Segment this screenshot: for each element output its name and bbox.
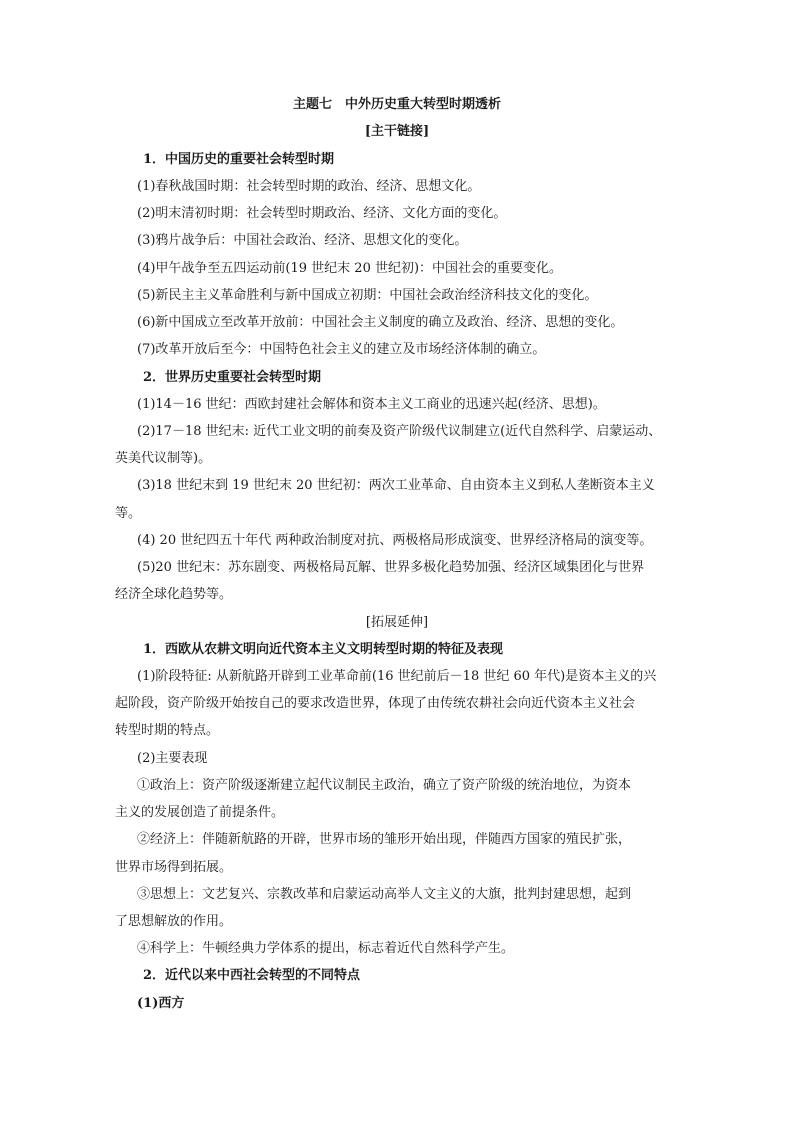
heading-world-transition: 2．世界历史重要社会转型时期 xyxy=(143,370,322,385)
paragraph: (5)新民主主义革命胜利与新中国成立初期：中国社会政治经济科技文化的变化。 xyxy=(137,288,598,303)
paragraph: (1)14－16 世纪：西欧封建社会解体和资本主义工商业的迅速兴起(经济、思想)。 xyxy=(137,397,606,412)
paragraph: 了思想解放的作用。 xyxy=(115,914,233,929)
paragraph: (5)20 世纪末：苏东剧变、两极格局瓦解、世界多极化趋势加强、经济区域集团化与世界 xyxy=(137,560,645,575)
paragraph: (1)阶段特征: 从新航路开辟到工业革命前(16 世纪前后－18 世纪 60 年代)是资本主义的兴 xyxy=(137,669,657,684)
paragraph: ④科学上：牛顿经典力学体系的提出，标志着近代自然科学产生。 xyxy=(137,941,515,956)
heading-western-europe: 1．西欧从农耕文明向近代资本主义文明转型时期的特征及表现 xyxy=(143,642,504,657)
paragraph: (4)甲午战争至五四运动前(19 世纪末 20 世纪初)：中国社会的重要变化。 xyxy=(137,261,563,276)
paragraph: 等。 xyxy=(115,506,142,521)
heading-china-west-features: 2．近代以来中西社会转型的不同特点 xyxy=(143,968,361,983)
paragraph: 主义的发展创造了前提条件。 xyxy=(115,805,285,820)
paragraph: 经济全球化趋势等。 xyxy=(115,587,233,602)
paragraph: ②经济上：伴随新航路的开辟，世界市场的雏形开始出现，伴随西方国家的殖民扩张， xyxy=(137,832,632,847)
paragraph: (4) 20 世纪四五十年代 两种政治制度对抗、两极格局形成演变、世界经济格局的演变等。 xyxy=(137,533,653,548)
paragraph: (2)明末清初时期：社会转型时期政治、经济、文化方面的变化。 xyxy=(137,206,507,221)
section-heading-main-links: [主干链接] xyxy=(364,124,430,139)
paragraph: 转型时期的特点。 xyxy=(115,723,220,738)
paragraph: (1)春秋战国时期：社会转型时期的政治、经济、思想文化。 xyxy=(137,179,481,194)
paragraph: 起阶段，资产阶级开始按自己的要求改造世界，体现了由传统农耕社会向近代资本主义社会 xyxy=(115,696,636,711)
heading-china-transition: 1．中国历史的重要社会转型时期 xyxy=(143,152,335,167)
paragraph: (1)西方 xyxy=(137,996,185,1011)
paragraph: 英美代议制等)。 xyxy=(115,451,212,466)
document-title: 主题七 中外历史重大转型时期透析 xyxy=(292,97,501,112)
paragraph: ①政治上：资产阶级逐渐建立起代议制民主政治，确立了资产阶级的统治地位，为资本 xyxy=(137,778,632,793)
paragraph: ③思想上：文艺复兴、宗教改革和启蒙运动高举人文主义的大旗，批判封建思想，起到 xyxy=(137,887,632,902)
paragraph: (3)18 世纪末到 19 世纪末 20 世纪初：两次工业革命、自由资本主义到私人垄断资本主义 xyxy=(137,478,655,493)
paragraph: 世界市场得到拓展。 xyxy=(115,860,233,875)
section-heading-extension: [拓展延伸] xyxy=(365,615,429,630)
paragraph: (2)主要表现 xyxy=(137,751,208,766)
paragraph: (6)新中国成立至改革开放前：中国社会主义制度的确立及政治、经济、思想的变化。 xyxy=(137,315,624,330)
paragraph: (7)改革开放后至今：中国特色社会主义的建立及市场经济体制的确立。 xyxy=(137,342,546,357)
paragraph: (3)鸦片战争后：中国社会政治、经济、思想文化的变化。 xyxy=(137,233,468,248)
paragraph: (2)17－18 世纪末: 近代工业文明的前奏及资产阶级代议制建立(近代自然科学、启蒙运动、 xyxy=(137,424,662,439)
